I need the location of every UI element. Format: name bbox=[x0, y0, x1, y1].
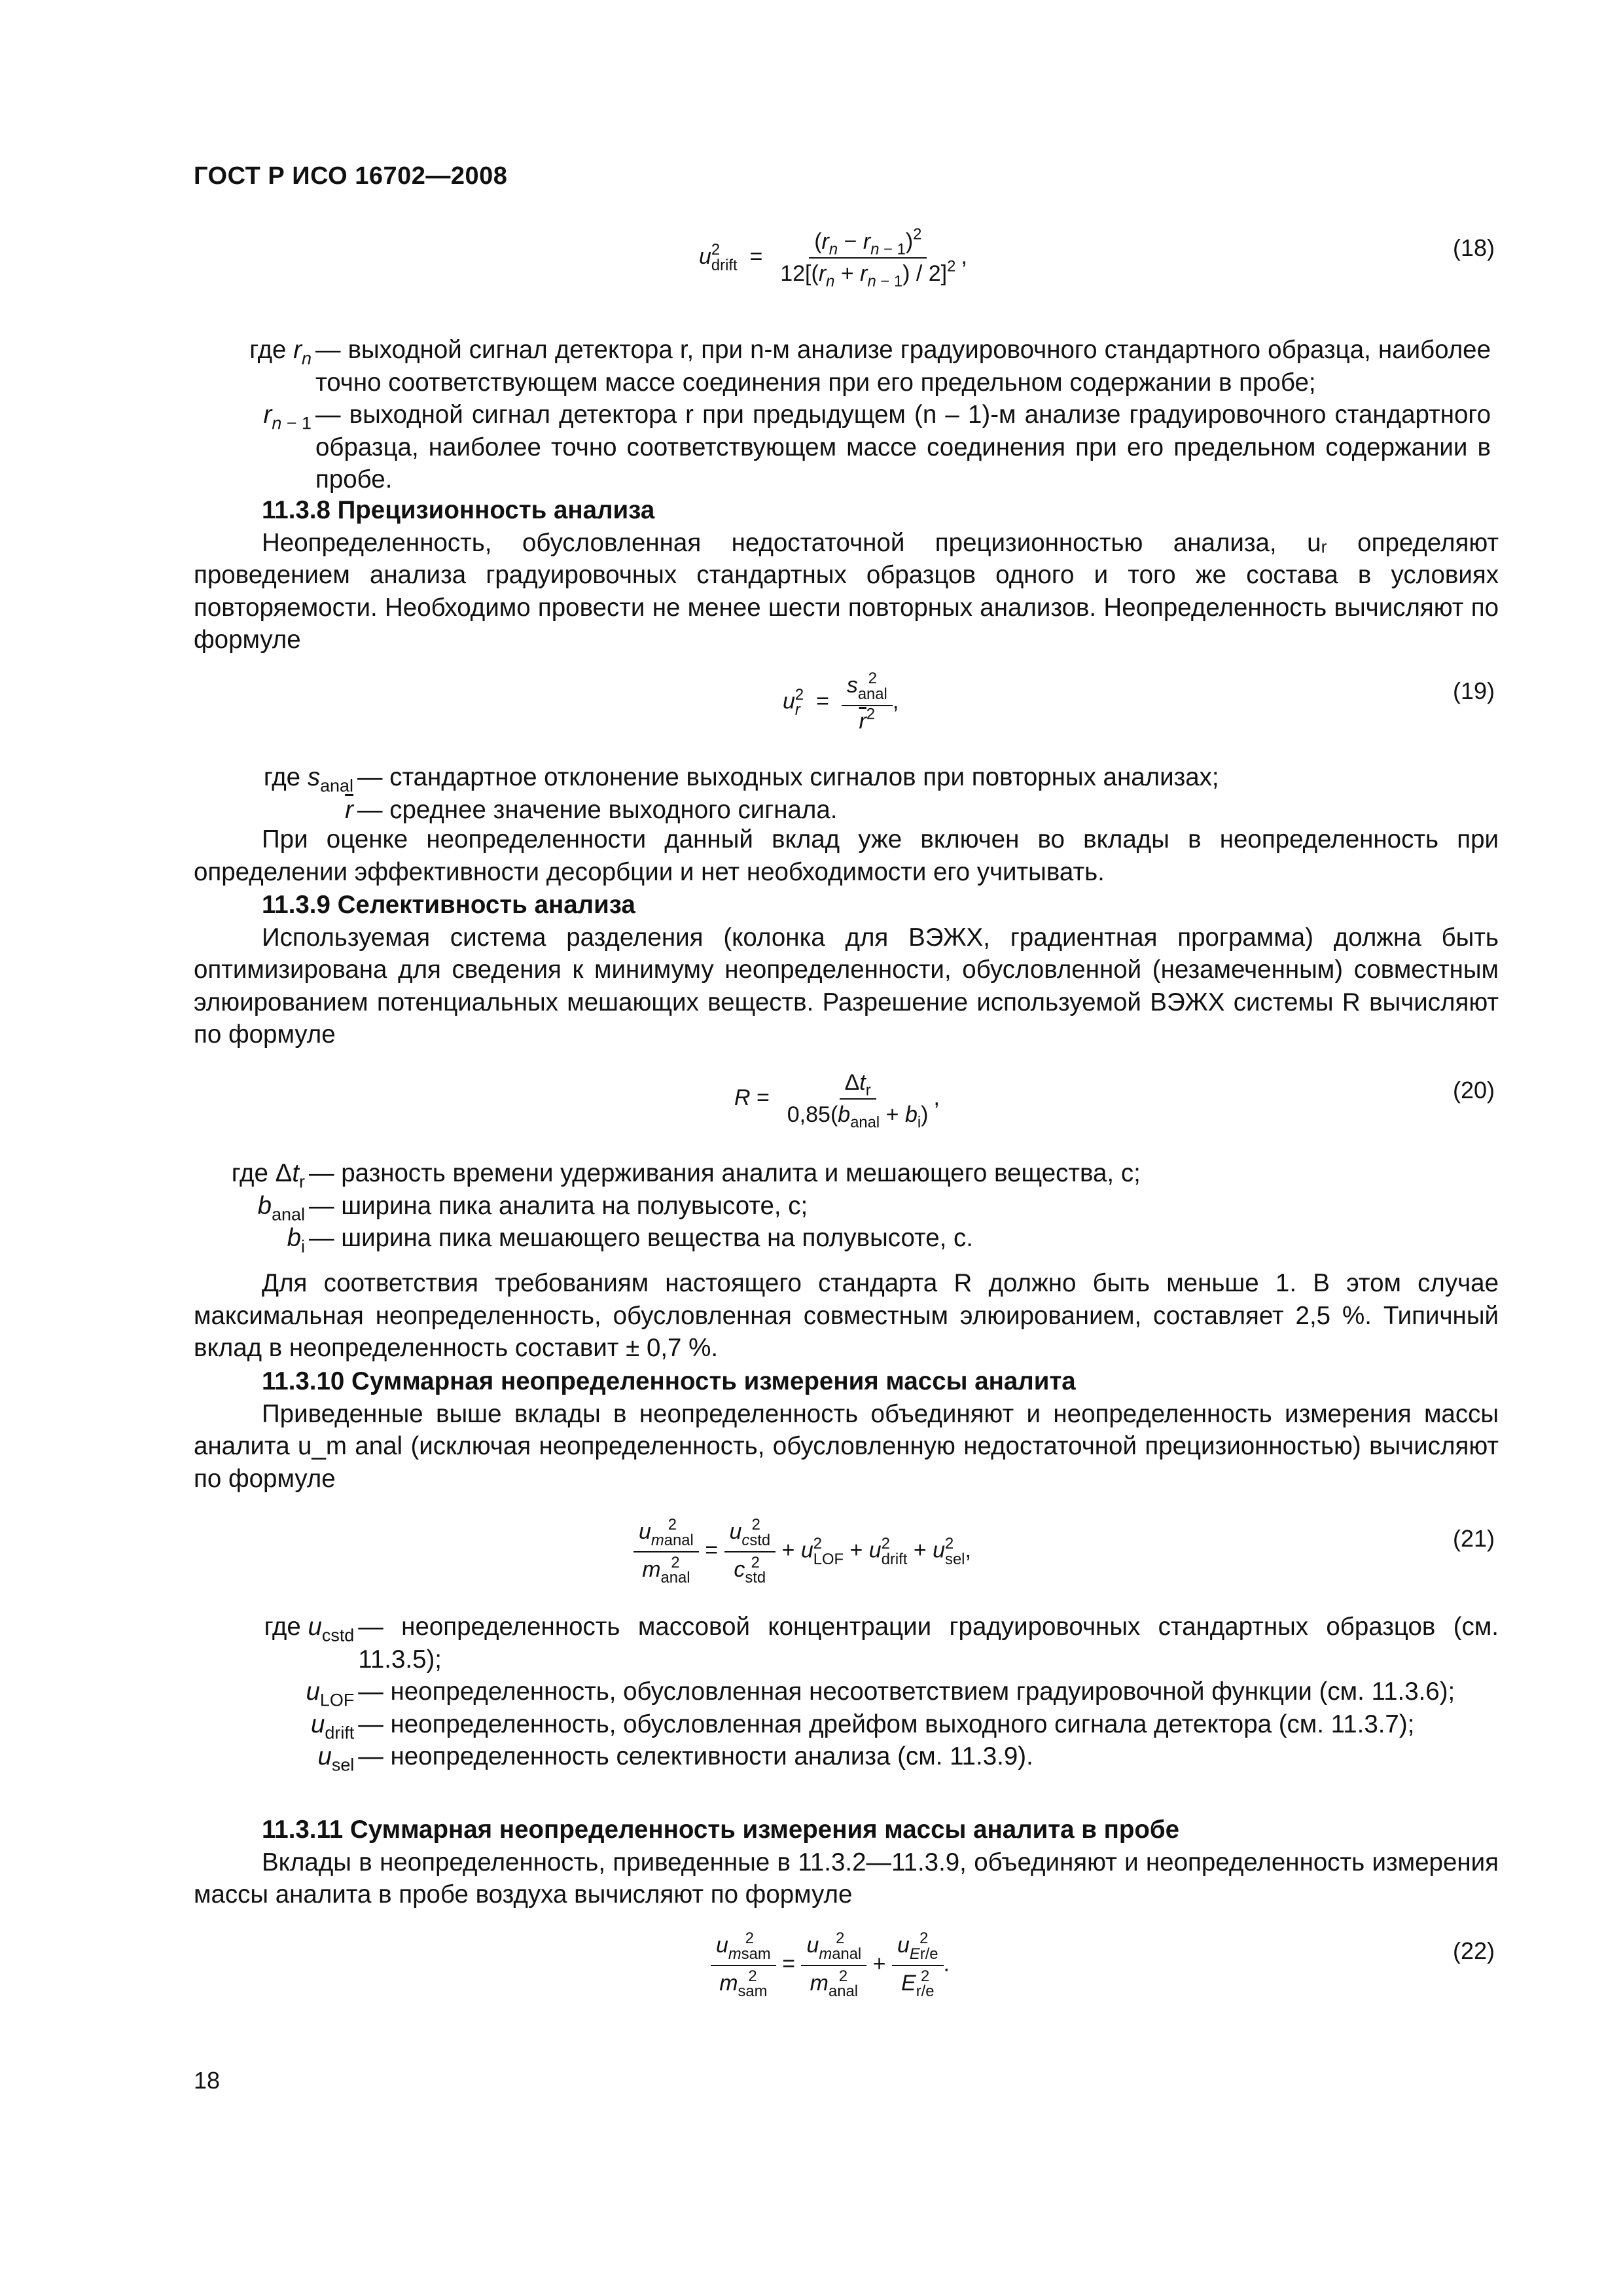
section-heading: 11.3.10 Суммарная неопределенность измерения массы аналита bbox=[262, 1367, 1076, 1395]
definition-item: где $u_{cstd}$ — неопределенность массовой концентрации градуировочных стандартных образцов (см. 11.3.5); bbox=[203, 1611, 1499, 1676]
paragraph: Используемая система разделения (колонка для ВЭЖХ, градиентная программа) должна быть оптимизирована для сведения к минимуму неопределенности, обусловленной (незамеченным) совместным элюированием потенциальных мешающих веществ. Разрешение используемой ВЭЖХ системы R вычисляют по формуле bbox=[194, 923, 1499, 1049]
formula-21: u 2 manal m 2 anal = u 2 cstd c 2 std + u 2 LOF + u 2 drift + u 2 sel , bbox=[633, 1517, 971, 1586]
definition-item: $b_{anal}$ — ширина пика аналита на полувысоте, с; bbox=[190, 1190, 1499, 1223]
definition-item: $b_i$ — ширина пика мешающего вещества на полувысоте, с. bbox=[190, 1222, 1499, 1255]
equation-number-21: (21) bbox=[1453, 1525, 1495, 1552]
definitions-20 bbox=[190, 1157, 1499, 1255]
def-text: — неопределенность массовой концентрации градуировочных стандартных образцов (см. 11.3.5); bbox=[358, 1613, 1499, 1674]
def-text: — выходной сигнал детектора r при предыдущем (n – 1)-м анализе градуировочного стандартного образца, наиболее точно соответствующем массе соединения при его предельном содержании в пробе. bbox=[315, 401, 1491, 493]
equation-number-22: (22) bbox=[1453, 1937, 1495, 1964]
equation-number-19: (19) bbox=[1453, 677, 1495, 704]
definition-item: $r_{n - 1}$ — выходной сигнал детектора r при предыдущем (n – 1)-м анализе градуировочного стандартного образца, наиболее точно соответствующем массе соединения при его предельном содержании в пробе. bbox=[203, 399, 1499, 496]
definition-item: $\overline{r}$ — среднее значение выходного сигнала. bbox=[203, 794, 1499, 827]
document-header: ГОСТ Р ИСО 16702—2008 bbox=[194, 162, 508, 190]
definition-item: где $r_n$ — выходной сигнал детектора r, при n-м анализе градуировочного стандартного образца, наиболее точно соответствующем массе соединения при его предельном содержании в пробе; bbox=[203, 334, 1499, 399]
section-11-3-11 bbox=[194, 1814, 1499, 1911]
equation-number-20: (20) bbox=[1453, 1077, 1495, 1103]
section-11-3-9 bbox=[194, 889, 1499, 1051]
definitions-19 bbox=[203, 761, 1499, 826]
def-prefix: где bbox=[249, 336, 287, 364]
paragraph: Вклады в неопределенность, приведенные в 11.3.2—11.3.9, объединяют и неопределенность измерения массы аналита в пробе воздуха вычисляют по формуле bbox=[194, 1848, 1499, 1909]
paragraph-after-20 bbox=[194, 1267, 1499, 1365]
formula-20: R = $\frac{\Delta t_r}{0,85(b_{anal} + b_i)}$ , bbox=[734, 1070, 940, 1132]
definition-item: где $\Delta t_r$ — разность времени удерживания аналита и мешающего вещества, с; bbox=[190, 1157, 1499, 1190]
def-prefix: где bbox=[231, 1159, 268, 1187]
def-text: — неопределенность, обусловленная несоответствием градуировочной функции (см. 11.3.6); bbox=[358, 1677, 1455, 1706]
paragraph: При оценке неопределенности данный вклад уже включен во вклады в неопределенность при определении эффективности десорбции и нет необходимости его учитывать. bbox=[194, 825, 1499, 886]
definition-item: $u_{sel}$ — неопределенность селективности анализа (см. 11.3.9). bbox=[203, 1740, 1499, 1773]
section-11-3-10 bbox=[194, 1365, 1499, 1495]
paragraph: Неопределенность, обусловленная недостаточной прецизионностью анализа, uᵣ определяют проведением анализа градуировочных стандартных образцов одного и того же состава в условиях повторяемости. Необходимо провести не менее шести повторных анализов. Неопределенность вычисляют по формуле bbox=[194, 528, 1499, 654]
equation-number-18: (18) bbox=[1453, 234, 1495, 261]
paragraph: Приведенные выше вклады в неопределенность объединяют и неопределенность измерения массы аналита u_m anal (исключая неопределенность, обусловленную недостаточной прецизионностью) вычисляют по формуле bbox=[194, 1399, 1499, 1493]
section-11-3-8 bbox=[194, 494, 1499, 656]
formula-22: u 2 msam m 2 sam = u 2 manal m 2 anal + u 2 Er/e E 2 r/e . bbox=[711, 1931, 950, 2000]
formula-18: u 2 drift = $\frac{(r_n - r_{n - 1})^2}{12[(r_n + r_{n - 1}) / 2]^2}$ , bbox=[699, 225, 967, 291]
def-text: — стандартное отклонение выходных сигналов при повторных анализах; bbox=[357, 763, 1219, 791]
def-text: — разность времени удерживания аналита и мешающего вещества, с; bbox=[309, 1159, 1141, 1187]
def-text: — ширина пика мешающего вещества на полувысоте, с. bbox=[309, 1224, 973, 1252]
def-prefix: где bbox=[264, 1613, 301, 1641]
formula-19: u 2 r = s 2 anal $\overline{r}^2$ , bbox=[783, 670, 899, 734]
section-heading: 11.3.11 Суммарная неопределенность измерения массы аналита в пробе bbox=[262, 1816, 1180, 1844]
paragraph-after-19 bbox=[194, 823, 1499, 888]
section-heading: 11.3.9 Селективность анализа bbox=[262, 891, 635, 919]
definition-item: $u_{LOF}$ — неопределенность, обусловленная несоответствием градуировочной функции (см. 11.3.6); bbox=[203, 1676, 1499, 1708]
definition-item: где $s_{anal}$ — стандартное отклонение выходных сигналов при повторных анализах; bbox=[203, 761, 1499, 794]
def-prefix: где bbox=[263, 763, 301, 791]
page-number: 18 bbox=[194, 2067, 221, 2094]
definitions-21 bbox=[203, 1611, 1499, 1773]
section-heading: 11.3.8 Прецизионность анализа bbox=[262, 496, 655, 524]
def-text: — выходной сигнал детектора r, при n-м анализе градуировочного стандартного образца, наиболее точно соответствующем массе соединения при его предельном содержании в пробе; bbox=[315, 336, 1491, 397]
def-text: — ширина пика аналита на полувысоте, с; bbox=[309, 1191, 808, 1220]
def-text: — неопределенность, обусловленная дрейфом выходного сигнала детектора (см. 11.3.7); bbox=[358, 1710, 1415, 1738]
def-text: — среднее значение выходного сигнала. bbox=[357, 795, 838, 824]
def-text: — неопределенность селективности анализа (см. 11.3.9). bbox=[358, 1742, 1033, 1770]
definitions-18 bbox=[203, 334, 1499, 496]
definition-item: $u_{drift}$ — неопределенность, обусловленная дрейфом выходного сигнала детектора (см. 11.3.7); bbox=[203, 1708, 1499, 1741]
paragraph: Для соответствия требованиям настоящего стандарта R должно быть меньше 1. В этом случае максимальная неопределенность, обусловленная совместным элюированием, составляет 2,5 %. Типичный вклад в неопределенность составит ± 0,7 %. bbox=[194, 1269, 1499, 1362]
